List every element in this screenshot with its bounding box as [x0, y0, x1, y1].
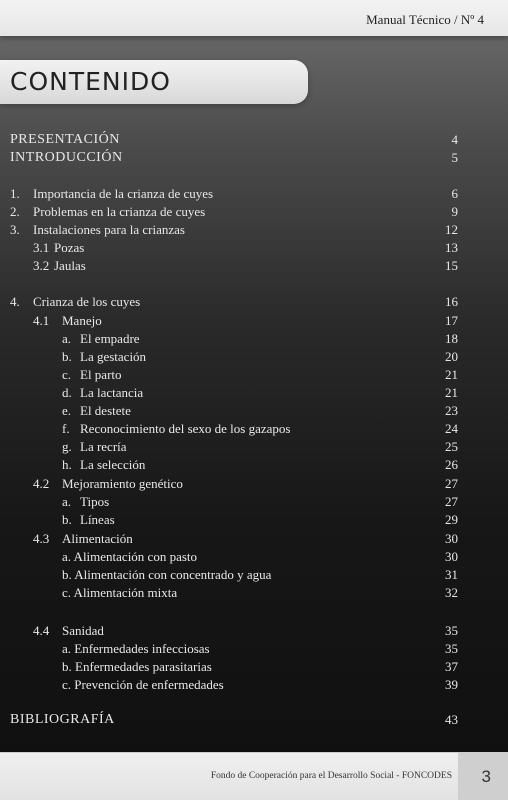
toc-label: Crianza de los cuyes — [33, 294, 141, 309]
toc-page: 31 — [445, 567, 458, 582]
toc-entry — [0, 584, 508, 602]
toc-label: BIBLIOGRAFÍA — [10, 712, 115, 727]
toc-number: 4.4 — [33, 623, 50, 638]
toc-number: a. — [62, 494, 72, 509]
toc-number: 3.1 — [33, 240, 50, 255]
toc-label: Problemas en la crianza de cuyes — [33, 204, 206, 219]
toc-entry — [0, 676, 508, 694]
toc-label: INTRODUCCIÓN — [10, 150, 123, 165]
toc-entry — [0, 384, 508, 402]
toc-number: 4.2 — [33, 476, 50, 491]
toc-number: a. — [62, 331, 72, 346]
toc-page: 24 — [445, 421, 458, 436]
toc-entry — [0, 366, 508, 384]
toc-page: 43 — [445, 712, 458, 727]
toc-page: 23 — [445, 403, 458, 418]
toc-entry — [0, 131, 508, 149]
toc-page: 21 — [445, 367, 458, 382]
toc-label: El empadre — [80, 331, 140, 346]
toc-page: 17 — [445, 313, 458, 328]
toc-number: b. — [62, 512, 72, 527]
toc-page: 20 — [445, 349, 458, 364]
toc-entry — [0, 402, 508, 420]
toc-entry — [0, 185, 508, 203]
toc-entry — [0, 239, 508, 257]
toc-entry — [0, 348, 508, 366]
contents-heading: CONTENIDO — [10, 67, 171, 96]
toc-number: 4.1 — [33, 313, 50, 328]
toc-page: 30 — [445, 531, 458, 546]
toc-label: b. Enfermedades parasitarias — [62, 659, 212, 674]
toc-entry — [0, 149, 508, 167]
toc-entry — [0, 475, 508, 493]
toc-page: 35 — [445, 641, 458, 656]
toc-entry — [0, 493, 508, 511]
toc-label: c. Prevención de enfermedades — [62, 677, 224, 692]
toc-entry — [0, 456, 508, 474]
toc-number: e. — [62, 403, 72, 418]
toc-entry — [0, 221, 508, 239]
footer-text: Fondo de Cooperación para el Desarrollo Social - FONCODES — [210, 771, 452, 781]
page-number: 3 — [481, 767, 491, 786]
toc-label: Reconocimiento del sexo de los gazapos — [80, 421, 291, 436]
toc-page: 30 — [445, 549, 458, 564]
toc-page: 26 — [445, 457, 458, 472]
toc-number: g. — [62, 439, 72, 454]
toc-entry — [0, 203, 508, 221]
toc-label: Tipos — [80, 494, 110, 509]
toc-label: Manejo — [62, 313, 102, 328]
toc-label: a. Alimentación con pasto — [62, 549, 198, 564]
toc-label: La gestación — [80, 349, 147, 364]
toc-entry — [0, 658, 508, 676]
page-number-box — [458, 753, 508, 800]
toc-page: 21 — [445, 385, 458, 400]
toc-label: b. Alimentación con concentrado y agua — [62, 567, 272, 582]
toc-page: 32 — [445, 585, 458, 600]
toc-entry — [0, 511, 508, 529]
toc-page: 15 — [445, 258, 458, 273]
toc-entry — [0, 548, 508, 566]
toc-label: El parto — [80, 367, 122, 382]
toc-label: Importancia de la crianza de cuyes — [33, 186, 214, 201]
toc-page: 27 — [445, 494, 458, 509]
toc-page: 13 — [445, 240, 458, 255]
toc-number: f. — [62, 421, 70, 436]
toc-label: c. Alimentación mixta — [62, 585, 178, 600]
toc-label: Alimentación — [62, 531, 133, 546]
toc-label: PRESENTACIÓN — [10, 132, 120, 147]
toc-page: 18 — [445, 331, 458, 346]
toc-label: Pozas — [54, 240, 85, 255]
toc-label: La recría — [80, 439, 127, 454]
toc-number: 3.2 — [33, 258, 50, 273]
toc-page: 25 — [445, 439, 458, 454]
toc-number: b. — [62, 349, 72, 364]
toc-number: 4. — [10, 294, 20, 309]
toc-label: El destete — [80, 403, 131, 418]
toc-page: 27 — [445, 476, 458, 491]
toc-page: 29 — [445, 512, 458, 527]
toc-label: Mejoramiento genético — [62, 476, 183, 491]
toc-number: 2. — [10, 204, 20, 219]
toc-number: 3. — [10, 222, 20, 237]
toc-entry — [0, 420, 508, 438]
toc-number: d. — [62, 385, 72, 400]
toc-entry — [0, 330, 508, 348]
manual-title: Manual Técnico / Nº 4 — [366, 12, 484, 27]
toc-page: 39 — [445, 677, 458, 692]
toc-page: 6 — [451, 186, 458, 201]
toc-page: 35 — [445, 623, 458, 638]
toc-entry — [0, 711, 508, 729]
toc-entry — [0, 257, 508, 275]
toc-entry — [0, 312, 508, 330]
toc-entry — [0, 566, 508, 584]
toc-label: La lactancia — [80, 385, 144, 400]
toc-entry — [0, 438, 508, 456]
toc-number: 1. — [10, 186, 20, 201]
toc-number: c. — [62, 367, 72, 382]
toc-label: La selección — [80, 457, 146, 472]
toc-page: 4 — [451, 132, 458, 147]
toc-page: 16 — [445, 294, 458, 309]
toc-page: 37 — [445, 659, 458, 674]
toc-label: Líneas — [80, 512, 115, 527]
toc-label: Jaulas — [54, 258, 86, 273]
footer — [0, 752, 508, 800]
toc-number: 4.3 — [33, 531, 50, 546]
toc-page: 9 — [451, 204, 458, 219]
toc-number: h. — [62, 457, 72, 472]
toc-page: 5 — [451, 150, 458, 165]
toc-entry — [0, 530, 508, 548]
toc-entry — [0, 293, 508, 311]
toc-page: 12 — [445, 222, 458, 237]
toc-label: a. Enfermedades infecciosas — [62, 641, 210, 656]
toc-entry — [0, 622, 508, 640]
toc-label: Instalaciones para la crianzas — [33, 222, 185, 237]
toc-entry — [0, 640, 508, 658]
toc-label: Sanidad — [62, 623, 104, 638]
